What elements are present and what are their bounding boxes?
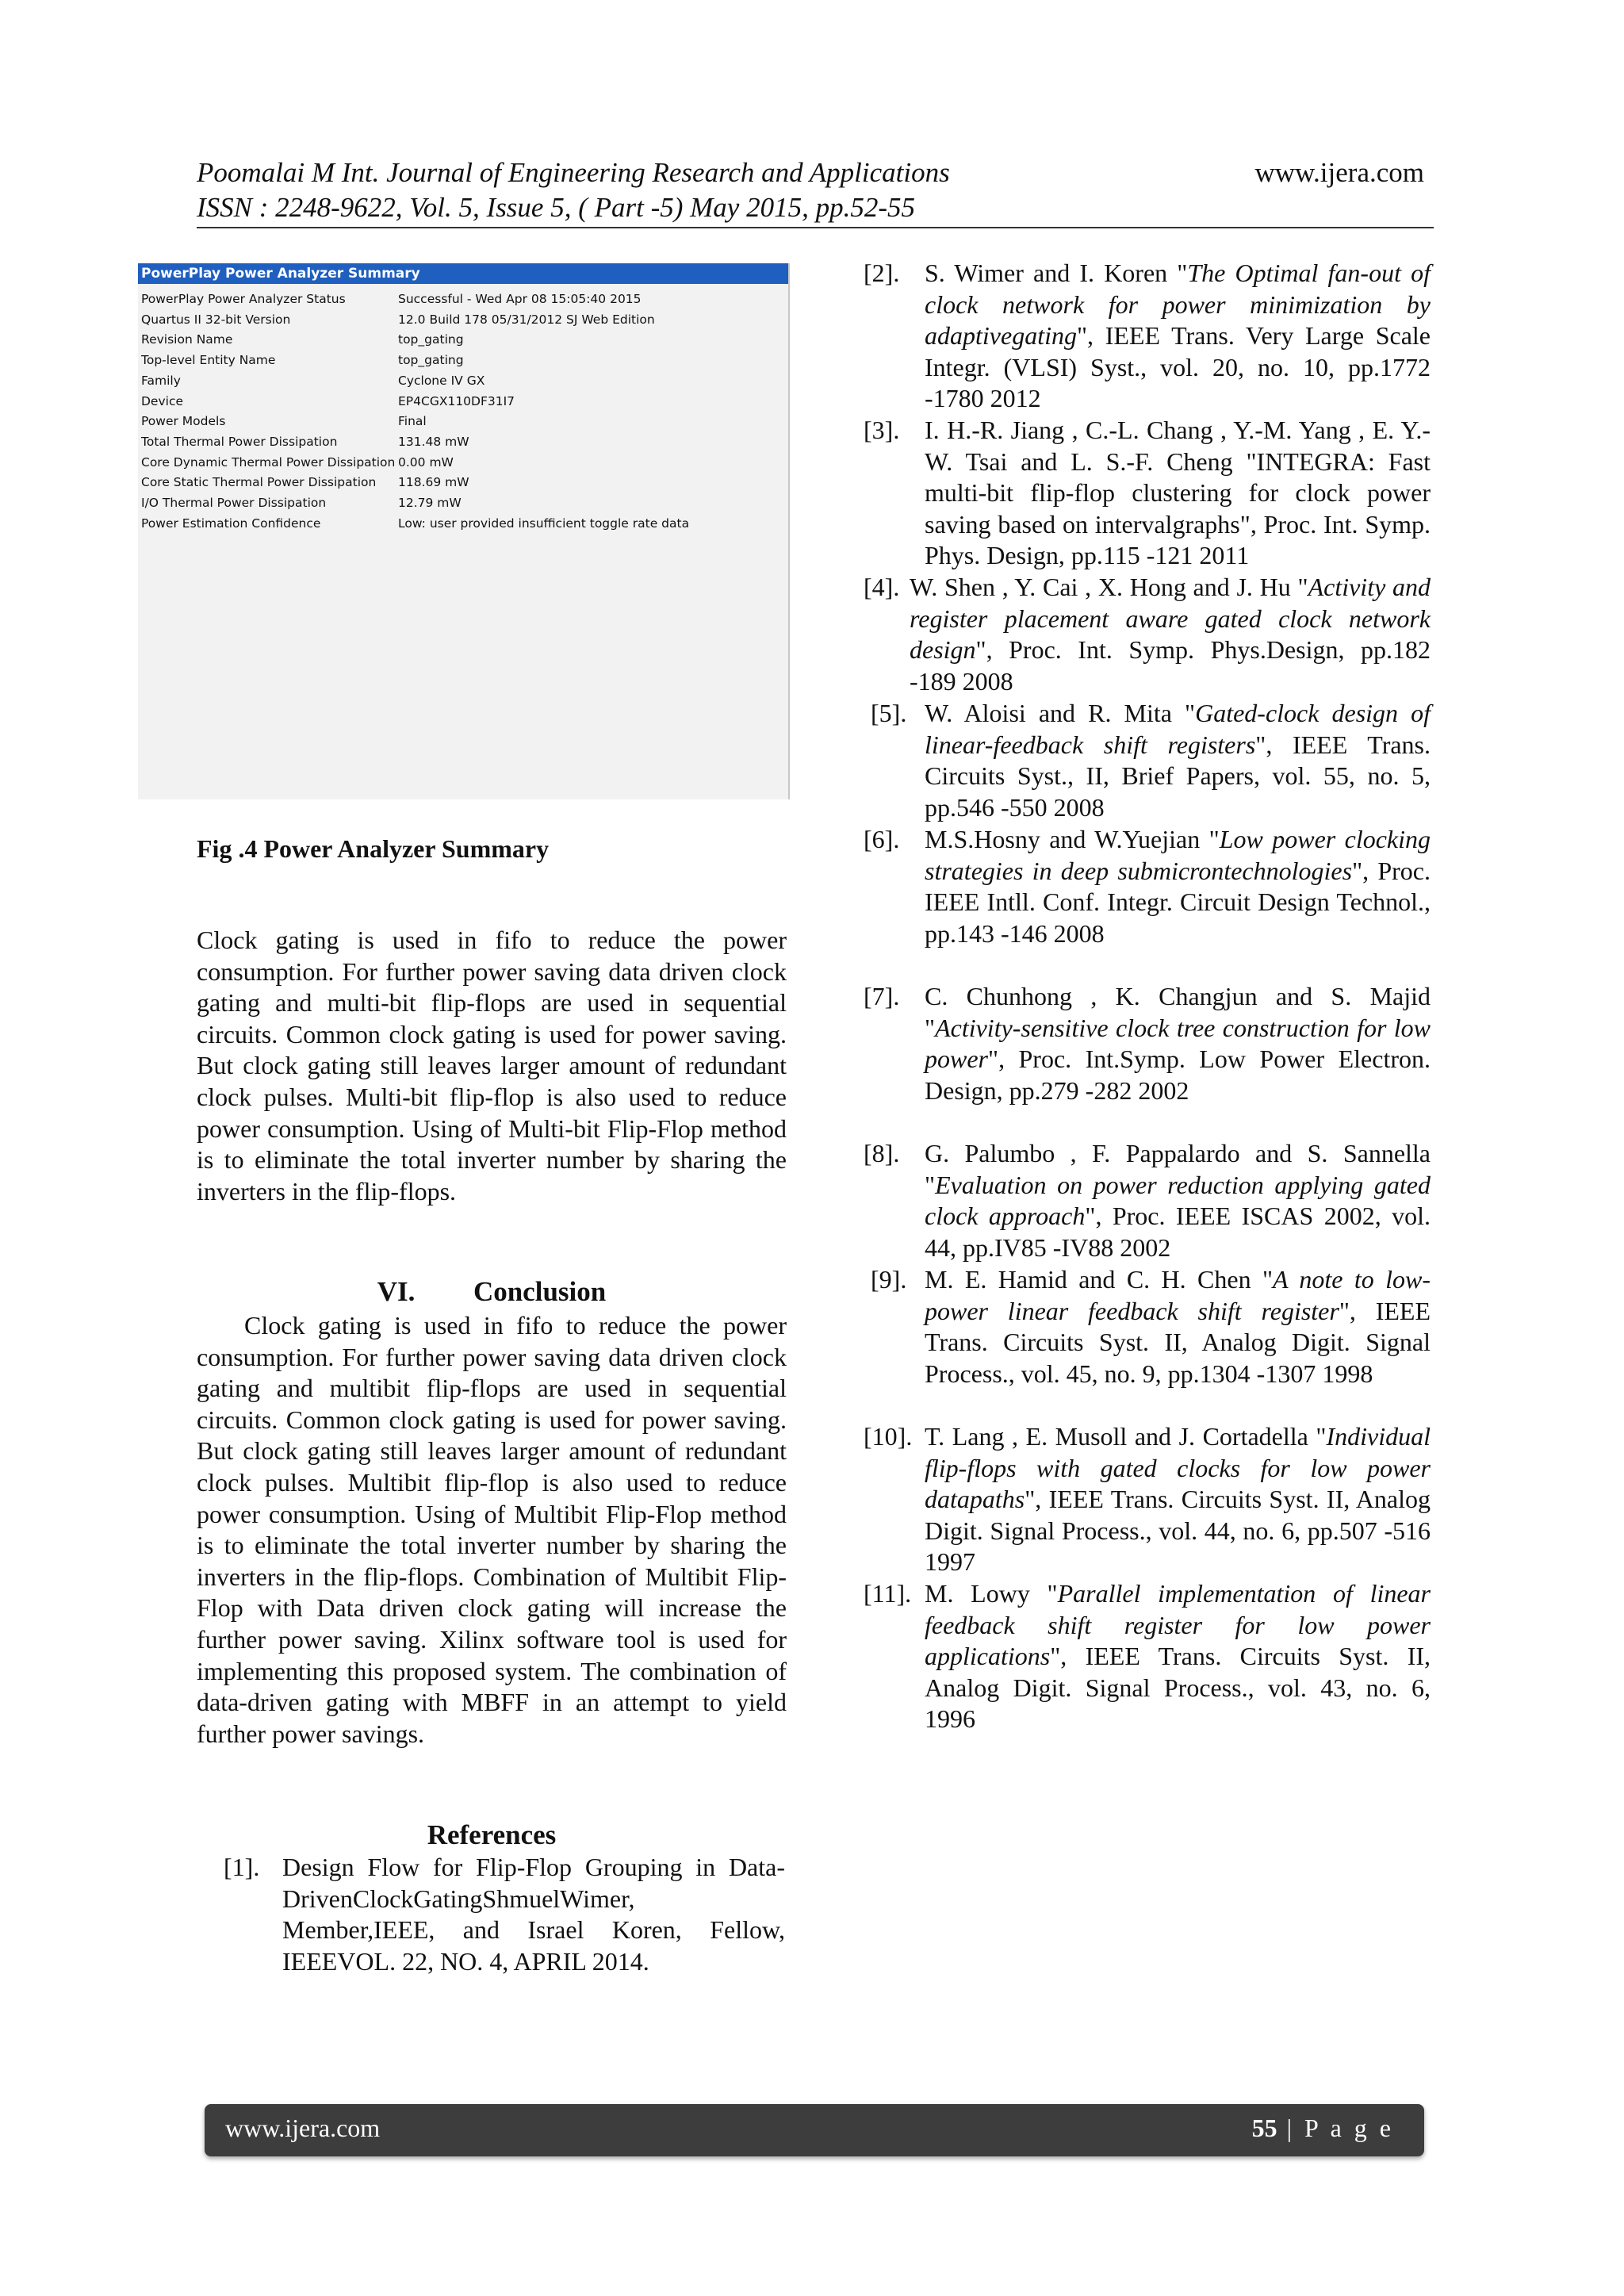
reference-number: [3].	[864, 416, 900, 444]
reference-number: [8].	[864, 1139, 900, 1167]
figure-row	[141, 431, 783, 452]
reference-text	[910, 572, 1431, 697]
reference-post: ", Proc. IEEE ISCAS 2002, vol. 44, pp.IV85 -IV88 2002	[925, 1202, 1431, 1262]
reference-post: ", Proc. Int. Symp. Phys.Design, pp.182 -189 2008	[910, 635, 1431, 696]
reference-pre: M. E. Hamid and C. H. Chen "	[925, 1265, 1274, 1294]
footer-url-link[interactable]: www.ijera.com	[225, 2114, 381, 2142]
figure-row-value: 12.79 mW	[398, 496, 462, 510]
reference-text	[925, 981, 1431, 1106]
figure-row-value: Final	[398, 414, 427, 429]
header-url-link[interactable]: www.ijera.com	[1254, 157, 1424, 188]
figure-row	[141, 513, 783, 534]
section-title: Conclusion	[473, 1276, 607, 1307]
reference-post: ", Proc. IEEE Intll. Conf. Integr. Circuit Design Technol., pp.143 -146 2008	[925, 856, 1431, 948]
reference-pre: G. Palumbo , F. Pappalardo and S. Sannella "	[925, 1139, 1431, 1199]
figure-row	[141, 370, 783, 391]
figure-row-value: Cyclone IV GX	[398, 373, 485, 388]
reference-number: [10].	[864, 1422, 913, 1451]
reference-pre: S. Wimer and I. Koren "	[925, 259, 1188, 287]
reference-title: Evaluation on power reduction applying gated clock approach	[925, 1170, 1431, 1231]
figure-row-key: Power Models	[141, 414, 226, 429]
figure-row	[141, 411, 783, 431]
reference-number: [5].	[871, 699, 907, 727]
figure-row	[141, 350, 783, 370]
reference-number: [1].	[224, 1853, 260, 1881]
reference-post: ", IEEE Trans. Circuits Syst. II, Analog Digit. Signal Process., vol. 45, no. 9, pp.1304 -1307 1998	[925, 1296, 1431, 1388]
reference-post: ", IEEE Trans. Very Large Scale Integr. (VLSI) Syst., vol. 20, no. 10, pp.1772 -1780 2012	[925, 321, 1431, 413]
figure-row-key: Power Estimation Confidence	[141, 516, 321, 531]
figure-row-value: Low: user provided insufficient toggle rate data	[398, 516, 690, 531]
reference-post: ", IEEE Trans. Circuits Syst. II, Analog Digit. Signal Process., vol. 44, no. 6, pp.507 -516 1997	[925, 1485, 1431, 1577]
figure-row-key: Quartus II 32-bit Version	[141, 312, 291, 327]
reference-text	[925, 824, 1431, 949]
reference-post: ", IEEE Trans. Circuits Syst. II, Analog Digit. Signal Process., vol. 43, no. 6, 1996	[925, 1642, 1431, 1734]
reference-pre: Design Flow for Flip-Flop Grouping in Data-DrivenClockGatingShmuelWimer, Member,IEEE, and Israel Koren, Fellow, IEEEVOL. 22, NO. 4, APRIL 2014.	[282, 1853, 785, 1976]
reference-pre: C. Chunhong , K. Changjun and S. Majid "	[925, 982, 1431, 1042]
reference-number: [7].	[864, 982, 900, 1010]
body-paragraph-1	[197, 925, 787, 1207]
reference-number: [4].	[864, 573, 900, 601]
figure-row-value: EP4CGX110DF31I7	[398, 393, 515, 408]
reference-title: Low power clocking strategies in deep submicrontechnologies	[925, 825, 1431, 885]
running-header-line2: ISSN : 2248-9622, Vol. 5, Issue 5, ( Part -5) May 2015, pp.52-55	[197, 192, 916, 223]
figure-row-key: Family	[141, 373, 181, 388]
figure-row-key: Core Static Thermal Power Dissipation	[141, 475, 377, 490]
figure-row	[141, 391, 783, 412]
figure-title-bar: PowerPlay Power Analyzer Summary	[138, 263, 788, 284]
reference-pre: M.S.Hosny and W.Yuejian "	[925, 825, 1220, 853]
reference-text	[282, 1852, 785, 1977]
figure-row	[141, 289, 783, 309]
figure-row-value: Successful - Wed Apr 08 15:05:40 2015	[398, 292, 642, 306]
reference-number: [9].	[871, 1265, 907, 1294]
conclusion-text: Clock gating is used in fifo to reduce the power consumption. For further power saving data driven clock gating and multibit flip-flops are used in sequential circuits. Common clock gating is used for power saving. But clock gating still leaves larger amount of redundant clock pulses. Multibit flip-flop is also used to reduce power consumption. Using of Multibit Flip-Flop method is to eliminate the total inverter number by sharing the inverters in the flip-flops. Combination of Multibit Flip-Flop with Data driven clock gating will increase the further power saving. Xilinx software tool is used for implementing this proposed system. The combination of data-driven gating with MBFF in an attempt to yield further power savings.	[197, 1311, 787, 1748]
reference-title: The Optimal fan-out of clock network for power minimization by adaptivegating	[925, 259, 1431, 351]
paragraph-text: Clock gating is used in fifo to reduce the power consumption. For further power saving data driven clock gating and multi-bit flip-flops are used in sequential circuits. Common clock gating is used for power saving. But clock gating still leaves larger amount of redundant clock pulses. Multi-bit flip-flop is also used to reduce power consumption. Using of Multi-bit Flip-Flop method is to eliminate the total inverter number by sharing the inverters in the flip-flops.	[197, 926, 787, 1205]
reference-pre: T. Lang , E. Musoll and J. Cortadella "	[925, 1422, 1327, 1451]
reference-pre: M. Lowy "	[925, 1579, 1058, 1608]
reference-title: Individual flip-flops with gated clocks for low power datapaths	[925, 1422, 1431, 1514]
figure-row-key: I/O Thermal Power Dissipation	[141, 496, 327, 510]
figure-row-value: 12.0 Build 178 05/31/2012 SJ Web Edition	[398, 312, 655, 327]
reference-number: [6].	[864, 825, 900, 853]
figure-row	[141, 309, 783, 330]
running-header-line1: Poomalai M Int. Journal of Engineering Research and Applications	[197, 157, 950, 188]
reference-title: Activity and register placement aware gated clock network design	[910, 573, 1431, 665]
figure-row-key: Revision Name	[141, 332, 233, 347]
section-number: VI.	[377, 1276, 416, 1307]
figure-row-key: Core Dynamic Thermal Power Dissipation	[141, 454, 396, 470]
figure-row-key: PowerPlay Power Analyzer Status	[141, 292, 346, 306]
reference-title: Parallel implementation of linear feedback shift register for low power applications	[925, 1579, 1431, 1671]
reference-text	[925, 698, 1431, 823]
figure-row-key: Total Thermal Power Dissipation	[141, 434, 338, 449]
figure-caption: Fig .4 Power Analyzer Summary	[197, 834, 550, 863]
reference-text	[925, 1421, 1431, 1578]
conclusion-paragraph	[197, 1310, 787, 1750]
figure-row	[141, 472, 783, 493]
figure-row-value: top_gating	[398, 353, 464, 368]
reference-text	[925, 1138, 1431, 1263]
reference-pre: W. Shen , Y. Cai , X. Hong and J. Hu "	[910, 573, 1308, 601]
figure-row	[141, 493, 783, 513]
references-heading: References	[427, 1819, 557, 1850]
power-analyzer-figure	[138, 263, 790, 799]
reference-text	[925, 415, 1431, 572]
reference-text	[925, 1578, 1431, 1735]
figure-row-key: Top-level Entity Name	[141, 353, 276, 368]
figure-row-key: Device	[141, 393, 184, 408]
reference-number: [2].	[864, 259, 900, 287]
figure-row-value: top_gating	[398, 332, 464, 347]
page-footer	[205, 2104, 1424, 2156]
reference-text	[925, 258, 1431, 415]
reference-post: ", Proc. Int.Symp. Low Power Electron. Design, pp.279 -282 2002	[925, 1045, 1431, 1105]
reference-title: Activity-sensitive clock tree construction for low power	[925, 1013, 1431, 1074]
page-number-value: 55	[1251, 2114, 1277, 2142]
header-rule	[197, 227, 1434, 228]
page-label: | P a g e	[1277, 2114, 1394, 2142]
figure-row-value: 0.00 mW	[398, 454, 454, 470]
section-heading-conclusion	[197, 1276, 787, 1308]
reference-pre: W. Aloisi and R. Mita "	[925, 699, 1196, 727]
figure-row	[141, 329, 783, 350]
figure-row-value: 118.69 mW	[398, 475, 469, 490]
reference-title: Gated-clock design of linear-feedback shift registers	[925, 699, 1431, 759]
figure-row	[141, 452, 783, 473]
reference-pre: I. H.-R. Jiang , C.-L. Chang , Y.-M. Yang , E. Y.-W. Tsai and L. S.-F. Cheng "INTEGRA: Fast multi-bit flip-flop clustering for clock power saving based on intervalgraphs", Proc. Int. Symp. Phys. Design, pp.115 -121 2011	[925, 416, 1431, 570]
reference-text	[925, 1264, 1431, 1389]
reference-number: [11].	[864, 1579, 912, 1608]
figure-row-value: 131.48 mW	[398, 434, 469, 449]
reference-title: A note to low-power linear feedback shift register	[925, 1265, 1431, 1325]
reference-post: ", IEEE Trans. Circuits Syst., II, Brief Papers, vol. 55, no. 5, pp.546 -550 2008	[925, 730, 1431, 822]
page-number	[1252, 2114, 1394, 2143]
